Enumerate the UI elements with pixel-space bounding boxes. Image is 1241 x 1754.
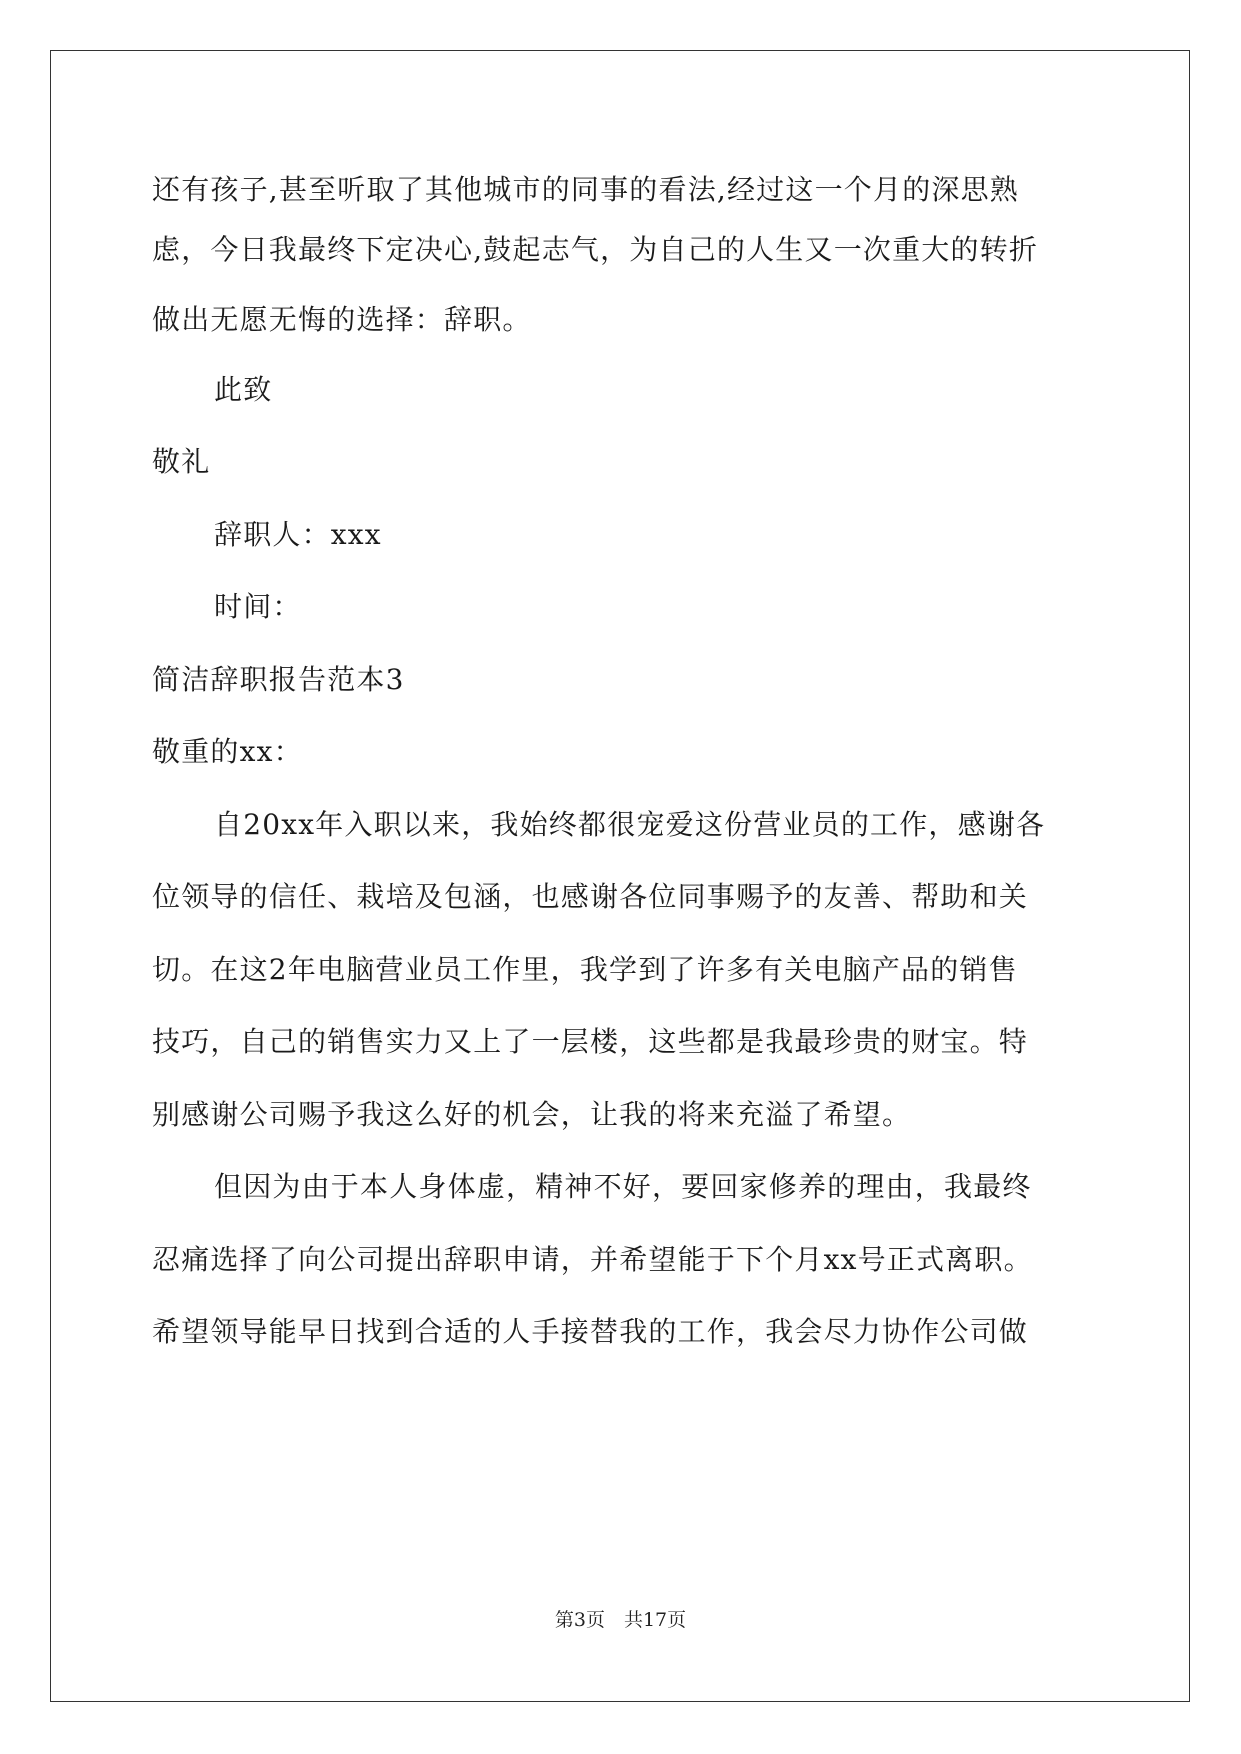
body-line-7: 技巧，自己的销售实力又上了一层楼，这些都是我最珍贵的财宝。特 (152, 1025, 1029, 1058)
body-line-5: 位领导的信任、栽培及包涵，也感谢各位同事赐予的友善、帮助和关 (152, 880, 1029, 913)
greeting-line: 敬重的xx： (152, 735, 303, 768)
page-number: 第3页 共17页 (554, 1609, 687, 1631)
closing-salutation: 此致 (214, 373, 273, 406)
body-line-9: 但因为由于本人身体虚，精神不好，要回家修养的理由，我最终 (214, 1170, 1032, 1203)
body-line-10: 忍痛选择了向公司提出辞职申请，并希望能于下个月xx号正式离职。 (152, 1243, 1033, 1276)
body-line-6: 切。在这2年电脑营业员工作里，我学到了许多有关电脑产品的销售 (152, 953, 1018, 986)
body-line-4: 自20xx年入职以来，我始终都很宠爱这份营业员的工作，感谢各 (214, 808, 1046, 841)
body-line-8: 别感谢公司赐予我这么好的机会，让我的将来充溢了希望。 (152, 1098, 912, 1131)
closing-regards: 敬礼 (152, 445, 211, 478)
body-line-3: 做出无愿无悔的选择：辞职。 (152, 303, 532, 336)
body-line-11: 希望领导能早日找到合适的人手接替我的工作，我会尽力协作公司做 (152, 1315, 1029, 1348)
signature-line: 辞职人：xxx (214, 518, 382, 551)
page-border (50, 50, 1190, 1702)
body-line-1: 还有孩子,甚至听取了其他城市的同事的看法,经过这一个月的深思熟 (152, 173, 1020, 206)
body-line-2: 虑，今日我最终下定决心,鼓起志气，为自己的人生又一次重大的转折 (152, 233, 1039, 266)
date-line: 时间： (214, 590, 302, 623)
section-title: 简洁辞职报告范本3 (152, 663, 405, 696)
